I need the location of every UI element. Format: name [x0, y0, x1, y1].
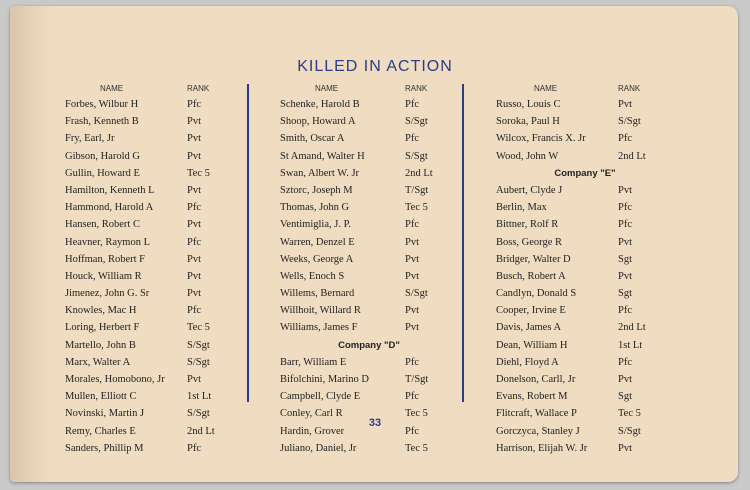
soldier-rank: S/Sgt — [618, 425, 641, 437]
roster-entry — [65, 199, 240, 216]
soldier-rank: T/Sgt — [405, 184, 429, 196]
soldier-name: Sztorc, Joseph M — [280, 184, 353, 196]
soldier-rank: S/Sgt — [405, 116, 428, 128]
roster-entry — [65, 388, 240, 405]
page-title: KILLED IN ACTION — [297, 58, 453, 75]
soldier-name: Dean, William H — [496, 339, 568, 351]
roster-entry — [65, 130, 240, 147]
soldier-name: Bittner, Rolf R — [496, 219, 559, 231]
roster-entry — [496, 216, 674, 233]
soldier-rank: Pfc — [405, 133, 419, 145]
soldier-rank: Tec 5 — [405, 202, 428, 214]
roster-column-3 — [496, 82, 674, 457]
roster-entry — [496, 285, 674, 302]
soldier-rank: Sgt — [618, 253, 633, 265]
soldier-name: Bridger, Walter D — [496, 253, 571, 265]
soldier-rank: Pfc — [187, 202, 201, 214]
soldier-name: Hardin, Grover — [280, 425, 345, 437]
soldier-rank: Pfc — [187, 236, 201, 248]
soldier-rank: Tec 5 — [187, 167, 210, 179]
soldier-rank: Pfc — [618, 219, 632, 231]
soldier-name: Evans, Robert M — [496, 391, 568, 403]
soldier-name: Conley, Carl R — [280, 408, 343, 420]
roster-entry — [280, 199, 458, 216]
roster-entry — [496, 113, 674, 130]
soldier-name: Knowles, Mac H — [65, 305, 137, 317]
roster-entry — [280, 251, 458, 268]
soldier-name: Davis, James A — [496, 322, 562, 334]
roster-entry — [496, 337, 674, 354]
soldier-rank: S/Sgt — [187, 339, 210, 351]
roster-entry — [65, 371, 240, 388]
soldier-name: Remy, Charles E — [65, 425, 136, 437]
soldier-name: Wood, John W — [496, 150, 559, 162]
soldier-rank: Pvt — [618, 99, 633, 110]
column-header — [496, 82, 674, 96]
soldier-name: Donelson, Carll, Jr — [496, 374, 576, 385]
soldier-rank: Pfc — [618, 133, 632, 145]
roster-entry — [496, 354, 674, 371]
company-heading: Company "D" — [338, 339, 400, 351]
soldier-name: Forbes, Wilbur H — [65, 99, 139, 110]
roster-entry — [65, 319, 240, 336]
soldier-rank: T/Sgt — [405, 374, 429, 385]
soldier-name: Jimenez, John G. Sr — [65, 288, 150, 300]
soldier-name: Martello, John B — [65, 339, 136, 351]
soldier-rank: Pfc — [618, 305, 632, 317]
roster-entry — [496, 199, 674, 216]
roster-entry — [65, 216, 240, 233]
soldier-name: Candlyn, Donald S — [496, 288, 577, 300]
soldier-rank: Tec 5 — [618, 408, 641, 420]
soldier-rank: Pvt — [187, 219, 202, 231]
soldier-name: Weeks, George A — [280, 253, 354, 265]
roster-entry — [280, 234, 458, 251]
soldier-rank: Pvt — [618, 236, 633, 248]
roster-entry — [65, 251, 240, 268]
soldier-rank: Tec 5 — [405, 408, 428, 420]
soldier-name: Wilcox, Francis X. Jr — [496, 133, 586, 145]
soldier-rank: 2nd Lt — [618, 150, 646, 162]
roster-entry — [280, 285, 458, 302]
soldier-name: Busch, Robert A — [496, 270, 566, 282]
soldier-rank: S/Sgt — [618, 116, 641, 128]
soldier-rank: 2nd Lt — [405, 167, 433, 179]
soldier-name: Shoop, Howard A — [280, 116, 356, 128]
soldier-rank: Pvt — [405, 322, 420, 334]
roster-entry — [496, 182, 674, 199]
roster-entry — [65, 354, 240, 371]
soldier-rank: Pvt — [187, 133, 202, 145]
soldier-name: Gullin, Howard E — [65, 167, 140, 179]
soldier-name: Warren, Denzel E — [280, 236, 355, 248]
soldier-name: Gibson, Harold G — [65, 150, 140, 162]
soldier-rank: Pvt — [187, 184, 202, 196]
name-header: NAME — [534, 84, 558, 93]
soldier-name: Willhoit, Willard R — [280, 305, 361, 317]
roster-entry — [496, 440, 674, 457]
soldier-name: Thomas, John G — [280, 202, 350, 214]
roster-entry — [496, 130, 674, 147]
roster-entry — [65, 337, 240, 354]
rank-header: RANK — [618, 84, 641, 93]
soldier-name: Schenke, Harold B — [280, 99, 360, 110]
soldier-name: Fry, Earl, Jr — [65, 133, 115, 145]
column-header — [65, 82, 240, 96]
soldier-rank: Pvt — [187, 270, 202, 282]
soldier-name: Wells, Enoch S — [280, 270, 345, 282]
soldier-name: Hamilton, Kenneth L — [65, 184, 155, 196]
roster-entry — [65, 96, 240, 113]
soldier-name: Barr, William E — [280, 356, 347, 368]
soldier-rank: Pfc — [187, 99, 201, 110]
soldier-name: Loring, Herbert F — [65, 322, 140, 334]
soldier-rank: 2nd Lt — [187, 425, 215, 437]
soldier-name: Hansen, Robert C — [65, 219, 140, 231]
roster-entry — [280, 388, 458, 405]
roster-entry — [496, 96, 674, 113]
soldier-rank: Pfc — [187, 442, 201, 454]
column-header — [280, 82, 458, 96]
soldier-name: Diehl, Floyd A — [496, 356, 559, 368]
rank-header: RANK — [187, 84, 210, 93]
roster-entry — [280, 165, 458, 182]
soldier-name: Houck, William R — [65, 270, 142, 282]
soldier-name: Soroka, Paul H — [496, 116, 560, 128]
soldier-rank: Sgt — [618, 391, 633, 403]
soldier-rank: S/Sgt — [405, 288, 428, 300]
roster-entry — [496, 319, 674, 336]
roster-entry — [280, 182, 458, 199]
soldier-rank: Pvt — [618, 442, 633, 454]
soldier-name: Marx, Walter A — [65, 356, 131, 368]
soldier-name: Heavner, Raymon L — [65, 236, 151, 248]
soldier-name: Sanders, Phillip M — [65, 442, 144, 454]
roster-entry — [496, 268, 674, 285]
roster-entry — [65, 113, 240, 130]
roster-entry — [65, 182, 240, 199]
soldier-name: Gorczyca, Stanley J — [496, 425, 580, 437]
soldier-name: Harrison, Elijah W. Jr — [496, 442, 588, 454]
roster-entry — [65, 148, 240, 165]
soldier-name: Smith, Oscar A — [280, 133, 345, 145]
soldier-rank: S/Sgt — [405, 150, 428, 162]
soldier-rank: Pfc — [405, 425, 419, 437]
soldier-rank: Pvt — [618, 270, 633, 282]
soldier-name: Flitcraft, Wallace P — [496, 408, 577, 420]
soldier-rank: Pvt — [187, 288, 202, 300]
roster-entry — [496, 388, 674, 405]
rank-header: RANK — [405, 84, 428, 93]
soldier-name: Campbell, Clyde E — [280, 391, 361, 403]
roster-entry — [65, 234, 240, 251]
soldier-name: Hammond, Harold A — [65, 202, 154, 214]
roster-entry — [65, 440, 240, 457]
soldier-rank: Pvt — [187, 150, 202, 162]
roster-entry — [280, 130, 458, 147]
soldier-name: Frash, Kenneth B — [65, 116, 139, 128]
roster-entry — [496, 371, 674, 388]
soldier-rank: Sgt — [618, 288, 633, 300]
soldier-rank: Tec 5 — [187, 322, 210, 334]
soldier-name: Hoffman, Robert F — [65, 253, 146, 265]
soldier-rank: 1st Lt — [187, 391, 212, 403]
soldier-rank: Pvt — [405, 270, 420, 282]
soldier-rank: 2nd Lt — [618, 322, 646, 334]
soldier-name: Willems, Bernard — [280, 288, 355, 300]
soldier-rank: S/Sgt — [187, 356, 210, 368]
roster-entry — [280, 268, 458, 285]
soldier-rank: Pvt — [618, 184, 633, 196]
soldier-rank: Pvt — [618, 374, 633, 385]
roster-column-1 — [65, 82, 240, 457]
roster-entry — [280, 96, 458, 113]
roster-entry — [65, 165, 240, 182]
soldier-name: Williams, James F — [280, 322, 358, 334]
soldier-rank: Pvt — [405, 253, 420, 265]
roster-column-2 — [280, 82, 458, 457]
roster-entry — [280, 148, 458, 165]
soldier-name: Bifolchini, Marino D — [280, 374, 369, 385]
roster-entry — [280, 440, 458, 457]
name-header: NAME — [315, 84, 339, 93]
roster-entry — [65, 285, 240, 302]
soldier-name: Mullen, Elliott C — [65, 391, 137, 403]
soldier-name: Aubert, Clyde J — [496, 184, 563, 196]
soldier-rank: Pfc — [187, 305, 201, 317]
roster-entry — [280, 113, 458, 130]
roster-entry — [280, 319, 458, 336]
soldier-rank: Pvt — [405, 305, 420, 317]
page-number: 33 — [368, 417, 382, 429]
roster-entry — [280, 354, 458, 371]
column-divider-2 — [462, 84, 464, 402]
soldier-name: St Amand, Walter H — [280, 150, 365, 162]
roster-entry — [280, 216, 458, 233]
soldier-rank: Pfc — [405, 219, 419, 231]
roster-entry — [496, 251, 674, 268]
soldier-name: Morales, Homobono, Jr — [65, 374, 165, 385]
soldier-rank: Pvt — [405, 236, 420, 248]
soldier-rank: 1st Lt — [618, 339, 643, 351]
soldier-name: Ventimiglia, J. P. — [280, 219, 351, 231]
roster-entry — [65, 268, 240, 285]
roster-entry — [280, 302, 458, 319]
roster-entry — [280, 371, 458, 388]
soldier-rank: Pfc — [405, 99, 419, 110]
soldier-name: Berlin, Max — [496, 202, 547, 214]
soldier-rank: Pfc — [405, 391, 419, 403]
soldier-rank: Pvt — [187, 374, 202, 385]
soldier-name: Juliano, Daniel, Jr — [280, 442, 357, 454]
name-header: NAME — [100, 84, 124, 93]
page-spine-shadow — [10, 6, 50, 482]
company-heading: Company "E" — [554, 167, 616, 179]
soldier-name: Novinski, Martin J — [65, 408, 145, 420]
roster-entry — [65, 302, 240, 319]
soldier-name: Russo, Louis C — [496, 99, 561, 110]
soldier-rank: Pfc — [405, 356, 419, 368]
roster-entry — [496, 302, 674, 319]
soldier-rank: S/Sgt — [187, 408, 210, 420]
soldier-rank: Pvt — [187, 253, 202, 265]
soldier-name: Swan, Albert W. Jr — [280, 167, 360, 179]
soldier-rank: Pfc — [618, 356, 632, 368]
soldier-rank: Pvt — [187, 116, 202, 128]
column-divider-1 — [247, 84, 249, 402]
soldier-name: Cooper, Irvine E — [496, 305, 566, 317]
soldier-rank: Tec 5 — [405, 442, 428, 454]
roster-entry — [496, 148, 674, 165]
soldier-rank: Pfc — [618, 202, 632, 214]
soldier-name: Boss, George R — [496, 236, 563, 248]
roster-entry — [496, 234, 674, 251]
